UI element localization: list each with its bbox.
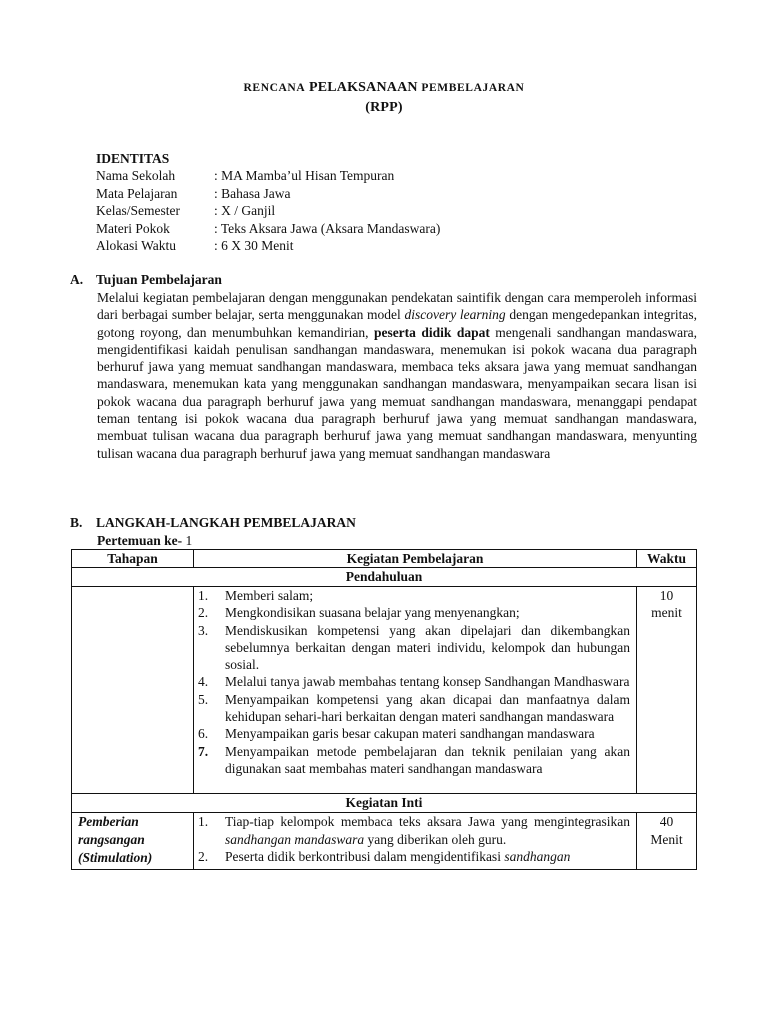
inti-item-2-italic: sandhangan xyxy=(504,848,571,864)
list-item-number: 1. xyxy=(198,814,209,830)
waktu-value: 10 xyxy=(659,588,674,603)
tujuan-paragraph xyxy=(97,289,697,462)
section-b-heading xyxy=(70,514,700,532)
list-item xyxy=(194,725,636,742)
identitas-label: Nama Sekolah xyxy=(96,168,176,184)
waktu-unit: Menit xyxy=(650,831,683,847)
list-item-number: 4. xyxy=(198,674,209,690)
identitas-label: Alokasi Waktu xyxy=(96,238,177,254)
title-word-pembelajaran: PEMBELAJARAN xyxy=(421,82,525,94)
list-item-text xyxy=(225,813,636,848)
pendahuluan-kegiatan-cell xyxy=(194,587,637,794)
section-a-heading xyxy=(70,271,700,289)
list-item xyxy=(194,743,636,778)
section-b-title: LANGKAH-LANGKAH PEMBELAJARAN xyxy=(96,515,356,530)
title-word-rencana: RENCANA xyxy=(243,82,306,94)
list-item xyxy=(194,622,636,674)
identitas-value: : Teks Aksara Jawa (Aksara Mandaswara) xyxy=(214,220,441,236)
identitas-row xyxy=(96,167,440,184)
identitas-row xyxy=(96,220,440,237)
section-b-letter: B. xyxy=(70,515,83,530)
inti-list xyxy=(194,813,636,865)
tujuan-text-1: Melalui kegiatan pembelajaran dengan menggunakan pendekatan saintifik dengan cara memperoleh informasi dari berbagai sumber belajar, serta menggunakan model xyxy=(97,290,697,323)
tahap-line-2: rangsangan xyxy=(78,832,145,848)
identitas-value: : Bahasa Jawa xyxy=(214,185,291,201)
band-pendahuluan xyxy=(72,568,697,587)
inti-item-2-text-a: Peserta didik berkontribusi dalam mengidentifikasi xyxy=(225,848,505,864)
tujuan-text-3: mengenali sandhangan mandaswara, mengidentifikasi kaidah penulisan sandhangan mandaswara, menemukan isi pokok wacana dua paragraph berhuruf jawa yang memuat sandhangan mandaswara, membaca teks aksara jawa yang memuat sandhangan mandaswara, menemukan kata yang menggunakan sandhangan mandaswara, menyampaikan secara lisan isi pokok wacana dua paragraph berhuruf jawa yang memuat sandhangan mandaswara, menanggapi pendapat teman tentang isi pokok wacana dua paragraph berhuruf jawa yang memuat sandhangan mandaswara, membuat tulisan wacana dua paragraph berhuruf jawa yang memuat sandhangan mandaswara, menyunting tulisan wacana dua paragraph berhuruf jawa yang memuat sandhangan mandaswara xyxy=(97,324,697,461)
list-item-number: 2. xyxy=(198,605,209,621)
langkah-table xyxy=(71,549,697,870)
waktu-value: 40 xyxy=(659,814,674,830)
list-item-text: Memberi salam; xyxy=(225,588,314,603)
list-item-text xyxy=(225,848,636,865)
identitas-row xyxy=(96,202,440,219)
inti-waktu-cell xyxy=(637,813,697,870)
section-langkah xyxy=(70,514,700,550)
band-pendahuluan-label: Pendahuluan xyxy=(72,568,697,587)
tahap-line-3: (Stimulation) xyxy=(78,850,153,866)
header-tahapan: Tahapan xyxy=(72,550,194,568)
pendahuluan-waktu-cell xyxy=(637,587,697,794)
header-kegiatan: Kegiatan Pembelajaran xyxy=(194,550,637,568)
identitas-label: Materi Pokok xyxy=(96,220,170,236)
band-inti xyxy=(72,794,697,813)
list-item xyxy=(194,813,636,848)
list-item xyxy=(194,673,636,690)
section-a-letter: A. xyxy=(70,272,84,287)
identitas-value: : MA Mamba’ul Hisan Tempuran xyxy=(214,168,395,184)
title-word-pelaksanaan: PELAKSANAAN xyxy=(308,80,418,95)
section-a-title: Tujuan Pembelajaran xyxy=(96,272,222,287)
identitas-value: : X / Ganjil xyxy=(214,203,276,219)
identitas-heading: IDENTITAS xyxy=(96,151,170,166)
list-item-number: 7. xyxy=(198,743,209,759)
list-item-text: Menyampaikan garis besar cakupan materi sandhangan mandaswara xyxy=(225,726,595,742)
table-header-row xyxy=(72,550,697,568)
list-item-number: 2. xyxy=(198,848,209,864)
list-item xyxy=(194,691,636,726)
pertemuan-number: 1 xyxy=(182,533,193,548)
document-title xyxy=(0,78,768,118)
inti-item-1-text-b: yang diberikan oleh guru. xyxy=(364,831,507,847)
waktu-unit: menit xyxy=(651,605,682,621)
title-line-2: (RPP) xyxy=(365,100,403,115)
pendahuluan-row xyxy=(72,587,697,794)
inti-row xyxy=(72,813,697,870)
inti-tahapan-cell xyxy=(72,813,194,870)
tujuan-italic-model: discovery learning xyxy=(404,307,506,323)
pendahuluan-tahapan-cell xyxy=(72,587,194,794)
tujuan-bold-peserta: peserta didik dapat xyxy=(373,324,490,340)
list-item xyxy=(194,587,636,604)
pertemuan-text: Pertemuan ke- xyxy=(97,533,183,548)
inti-item-1-italic: sandhangan mandaswara xyxy=(225,831,365,847)
list-item-number: 1. xyxy=(198,588,209,603)
pertemuan-label xyxy=(97,532,700,550)
section-tujuan xyxy=(70,271,700,475)
tujuan-text-2: dengan mengedepankan integritas, gotong royong, dan menumbuhkan kemandirian, xyxy=(97,307,697,340)
list-item-number: 3. xyxy=(198,622,209,638)
list-item-number: 6. xyxy=(198,726,209,742)
tahap-line-1: Pemberian xyxy=(78,814,139,830)
identitas-value: : 6 X 30 Menit xyxy=(214,238,294,254)
list-item-number: 5. xyxy=(198,691,209,707)
list-item-text: Mengkondisikan suasana belajar yang menyenangkan; xyxy=(225,605,520,621)
list-item xyxy=(194,848,636,865)
list-item-text: Mendiskusikan kompetensi yang akan dipelajari dan dikembangkan sebelumnya berkaitan dengan materi individu, kelompok dan hubungan sosial. xyxy=(225,622,630,673)
header-waktu: Waktu xyxy=(637,550,697,568)
identitas-row xyxy=(96,237,440,254)
identitas-block xyxy=(96,150,440,254)
list-item xyxy=(194,604,636,621)
list-item-text: Menyampaikan metode pembelajaran dan teknik penilaian yang akan digunakan saat membahas materi sandhangan mandaswara xyxy=(225,743,630,776)
list-item-text: Menyampaikan kompetensi yang akan dicapai dan manfaatnya dalam kehidupan sehari-hari berkaitan dengan materi sandhangan mandaswara xyxy=(225,691,630,725)
identitas-row xyxy=(96,185,440,202)
inti-item-1-text-a: Tiap-tiap kelompok membaca teks aksara Jawa yang mengintegrasikan xyxy=(225,814,630,830)
list-item-text: Melalui tanya jawab membahas tentang konsep Sandhangan Mandhaswara xyxy=(225,674,630,690)
identitas-label: Mata Pelajaran xyxy=(96,185,178,201)
band-inti-label: Kegiatan Inti xyxy=(72,794,697,813)
pendahuluan-list xyxy=(194,587,636,777)
identitas-label: Kelas/Semester xyxy=(96,203,180,219)
title-line-1 xyxy=(0,78,768,98)
inti-kegiatan-cell xyxy=(194,813,637,870)
